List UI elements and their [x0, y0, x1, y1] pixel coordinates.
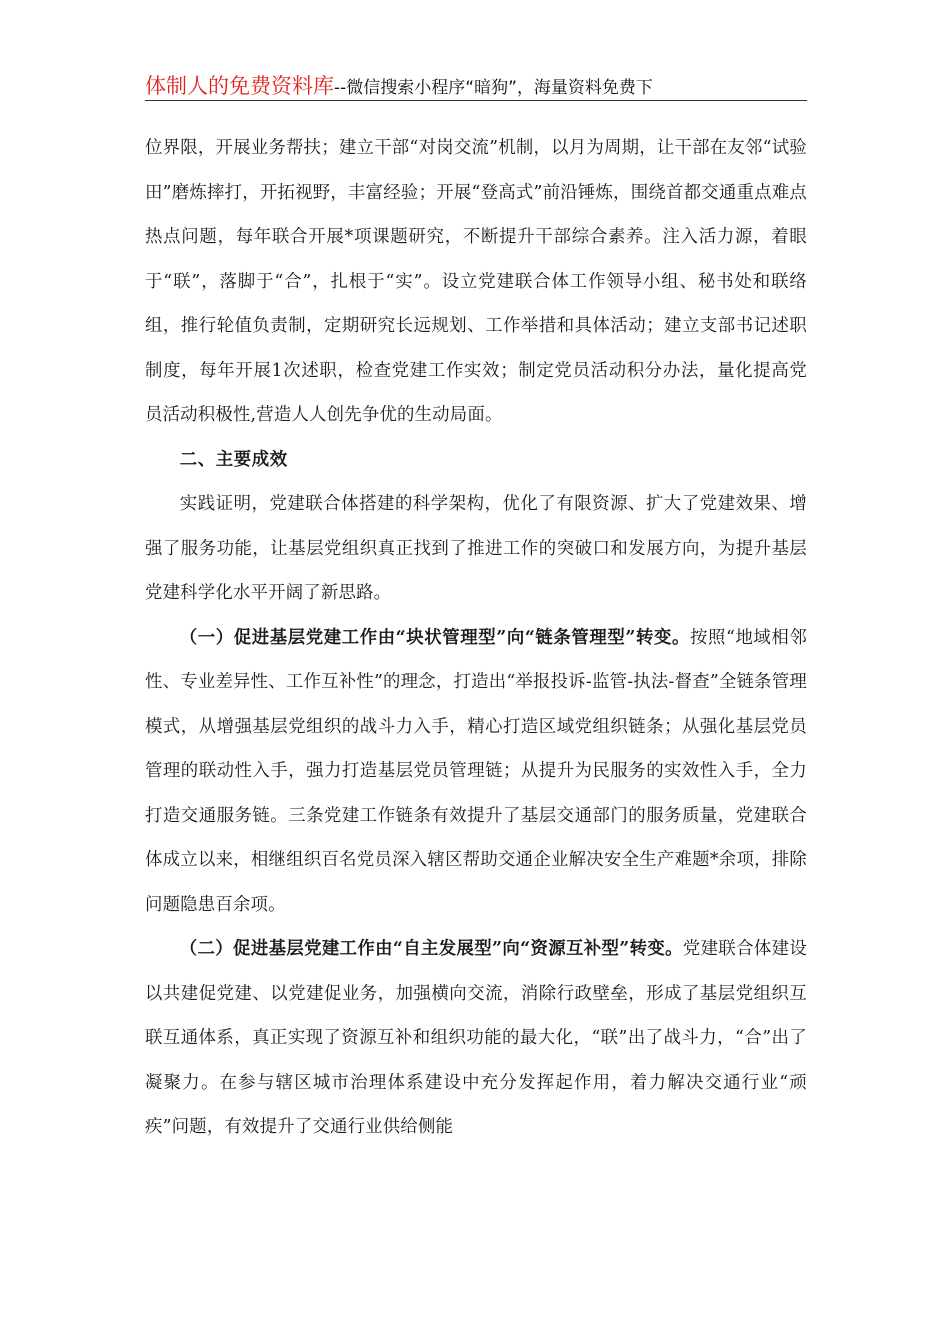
section-heading: 二、主要成效 [179, 449, 288, 470]
item-1-lead: （一）促进基层党建工作由“块状管理型”向“链条管理型”转变。 [179, 627, 690, 648]
header-divider [145, 100, 807, 101]
paragraph-item-2 [145, 927, 807, 1150]
paragraph-item-1 [145, 616, 807, 928]
item-2-lead: （二）促进基层党建工作由“自主发展型”向“资源互补型”转变。 [179, 939, 683, 959]
header-tagline: --微信搜索小程序“暗狗”，海量资料免费下 [334, 78, 653, 98]
document-body [145, 126, 807, 1150]
item-1-body: 按照“地域相邻性、专业差异性、工作互补性”的理念，打造出“举报投诉-监管-执法-督查”全链条管理模式，从增强基层党组织的战斗力入手，精心打造区域党组织链条；从强化基层党员管理的联动性入手，强力打造基层党员管理链；从提升为民服务的实效性入手，全力打造交通服务链。三条党建工作链条有效提升了基层交通部门的服务质量，党建联合体成立以来，相继组织百名党员深入辖区帮助交通企业解决安全生产难题*余项，排除问题隐患百余项。 [145, 627, 808, 915]
header-brand: 体制人的免费资料库 [145, 74, 334, 98]
paragraph-intro: 实践证明，党建联合体搭建的科学架构，优化了有限资源、扩大了党建效果、增强了服务功能，让基层党组织真正找到了推进工作的突破口和发展方向，为提升基层党建科学化水平开阔了新思路。 [145, 494, 807, 603]
paragraph-continuation: 位界限，开展业务帮扶；建立干部“对岗交流”机制，以月为周期，让干部在友邻“试验田”磨炼摔打，开拓视野，丰富经验；开展“登高式”前沿锤炼，围绕首都交通重点难点热点问题，每年联合开展*项课题研究，不断提升干部综合素养。注入活力源，着眼于“联”，落脚于“合”，扎根于“实”。设立党建联合体工作领导小组、秘书处和联络组，推行轮值负责制，定期研究长远规划、工作举措和具体活动；建立支部书记述职制度，每年开展1次述职，检查党建工作实效；制定党员活动积分办法，量化提高党员活动积极性,营造人人创先争优的生动局面。 [145, 138, 807, 425]
item-2-body: 党建联合体建设以共建促党建、以党建促业务，加强横向交流，消除行政壁垒，形成了基层党组织互联互通体系，真正实现了资源互补和组织功能的最大化，“联”出了战斗力，“合”出了凝聚力。在参与辖区城市治理体系建设中充分发挥起作用，着力解决交通行业“顽疾”问题，有效提升了交通行业供给侧能 [145, 939, 808, 1137]
page-header [145, 70, 805, 102]
